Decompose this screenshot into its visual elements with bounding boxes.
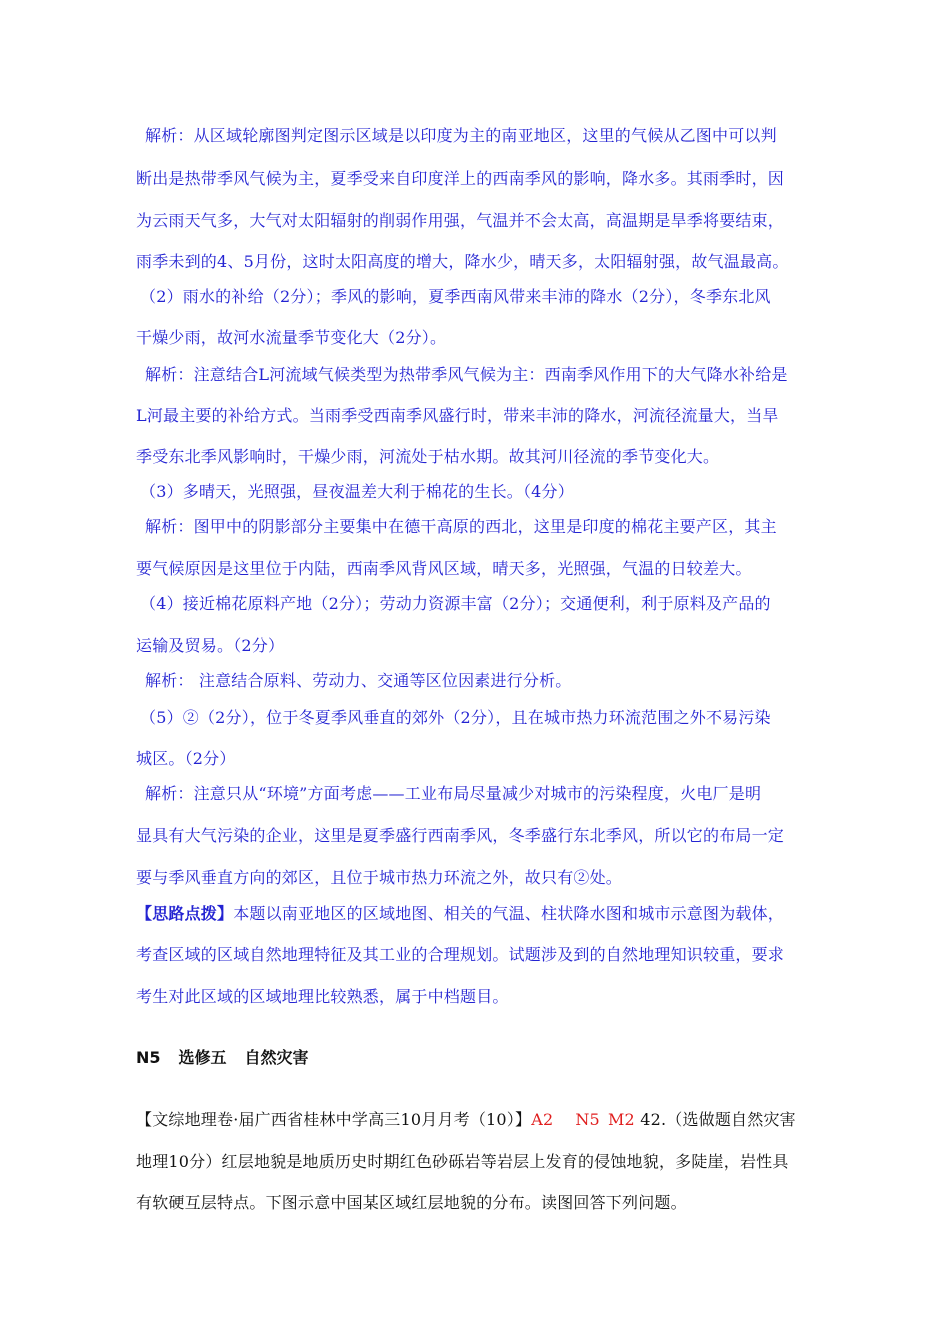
answer-line: 城区。（2分） bbox=[136, 749, 236, 768]
hint-tag: 【思路点拨】 bbox=[136, 904, 234, 923]
analysis-paragraph-line: 解析： 注意结合原料、劳动力、交通等区位因素进行分析。 bbox=[145, 671, 572, 690]
question-number: 42.（选做题自然灾害 bbox=[634, 1110, 796, 1129]
answer-line: （5）②（2分），位于冬夏季风垂直的郊外（2分），且在城市热力环流范围之外不易污染 bbox=[140, 708, 771, 727]
analysis-paragraph-line: 为云雨天气多，大气对太阳辐射的削弱作用强，气温并不会太高，高温期是旱季将要结束， bbox=[136, 211, 785, 230]
question-line bbox=[136, 1110, 796, 1130]
analysis-paragraph-line: 雨季未到的4、5月份，这时太阳高度的增大，降水少，晴天多，太阳辐射强，故气温最高。 bbox=[136, 252, 789, 271]
answer-line: 运输及贸易。（2分） bbox=[136, 636, 285, 655]
knowledge-tag: N5 bbox=[575, 1110, 600, 1129]
analysis-paragraph-line: 显具有大气污染的企业，这里是夏季盛行西南季风，冬季盛行东北季风，所以它的布局一定 bbox=[136, 826, 785, 845]
section-name: 选修五 bbox=[178, 1048, 227, 1067]
analysis-paragraph-line: 解析：图甲中的阴影部分主要集中在德干高原的西北，这里是印度的棉花主要产区，其主 bbox=[145, 517, 777, 536]
analysis-paragraph-line: 解析：从区域轮廓图判定图示区域是以印度为主的南亚地区，这里的气候从乙图中可以判 bbox=[145, 126, 777, 145]
analysis-paragraph-line: 要与季风垂直方向的郊区，且位于城市热力环流之外，故只有②处。 bbox=[136, 868, 623, 887]
analysis-paragraph-line: 解析：注意只从“环境”方面考虑——工业布局尽量减少对城市的污染程度，火电厂是明 bbox=[145, 784, 762, 803]
question-line: 地理10分）红层地貌是地质历史时期红色砂砾岩等岩层上发育的侵蚀地貌，多陡崖，岩性具 bbox=[136, 1152, 789, 1171]
knowledge-tag: A2 bbox=[531, 1110, 554, 1129]
knowledge-tag: M2 bbox=[607, 1110, 635, 1129]
hint-line bbox=[136, 904, 784, 924]
section-code: N5 bbox=[136, 1048, 161, 1067]
question-source: 【文综地理卷·届广西省桂林中学高三10月月考（10）】 bbox=[136, 1110, 532, 1129]
analysis-paragraph-line: L河最主要的补给方式。当雨季受西南季风盛行时，带来丰沛的降水，河流径流量大，当旱 bbox=[136, 406, 779, 425]
answer-line: （2）雨水的补给（2分）；季风的影响，夏季西南风带来丰沛的降水（2分），冬季东北风 bbox=[140, 287, 771, 306]
analysis-paragraph-line: 季受东北季风影响时，干燥少雨，河流处于枯水期。故其河川径流的季节变化大。 bbox=[136, 447, 720, 466]
answer-line: （4）接近棉花原料产地（2分）；劳动力资源丰富（2分）；交通便利，利于原料及产品的 bbox=[140, 594, 771, 613]
analysis-paragraph-line: 要气候原因是这里位于内陆，西南季风背风区域，晴天多，光照强，气温的日较差大。 bbox=[136, 559, 752, 578]
answer-line: （3）多晴天，光照强，昼夜温差大利于棉花的生长。（4分） bbox=[140, 482, 574, 501]
hint-line: 考生对此区域的区域地理比较熟悉，属于中档题目。 bbox=[136, 987, 509, 1006]
section-heading bbox=[136, 1048, 327, 1068]
analysis-paragraph-line: 断出是热带季风气候为主，夏季受来自印度洋上的西南季风的影响，降水多。其雨季时，因 bbox=[136, 169, 785, 188]
question-line: 有软硬互层特点。下图示意中国某区域红层地貌的分布。读图回答下列问题。 bbox=[136, 1193, 687, 1212]
hint-line: 考查区域的区域自然地理特征及其工业的合理规划。试题涉及到的自然地理知识较重，要求 bbox=[136, 945, 785, 964]
analysis-paragraph-line: 解析：注意结合L河流域气候类型为热带季风气候为主：西南季风作用下的大气降水补给是 bbox=[145, 365, 788, 384]
section-subname: 自然灾害 bbox=[244, 1048, 309, 1067]
answer-line: 干燥少雨，故河水流量季节变化大（2分）。 bbox=[136, 328, 447, 347]
hint-text: 本题以南亚地区的区域地图、相关的气温、柱状降水图和城市示意图为载体， bbox=[233, 904, 785, 923]
